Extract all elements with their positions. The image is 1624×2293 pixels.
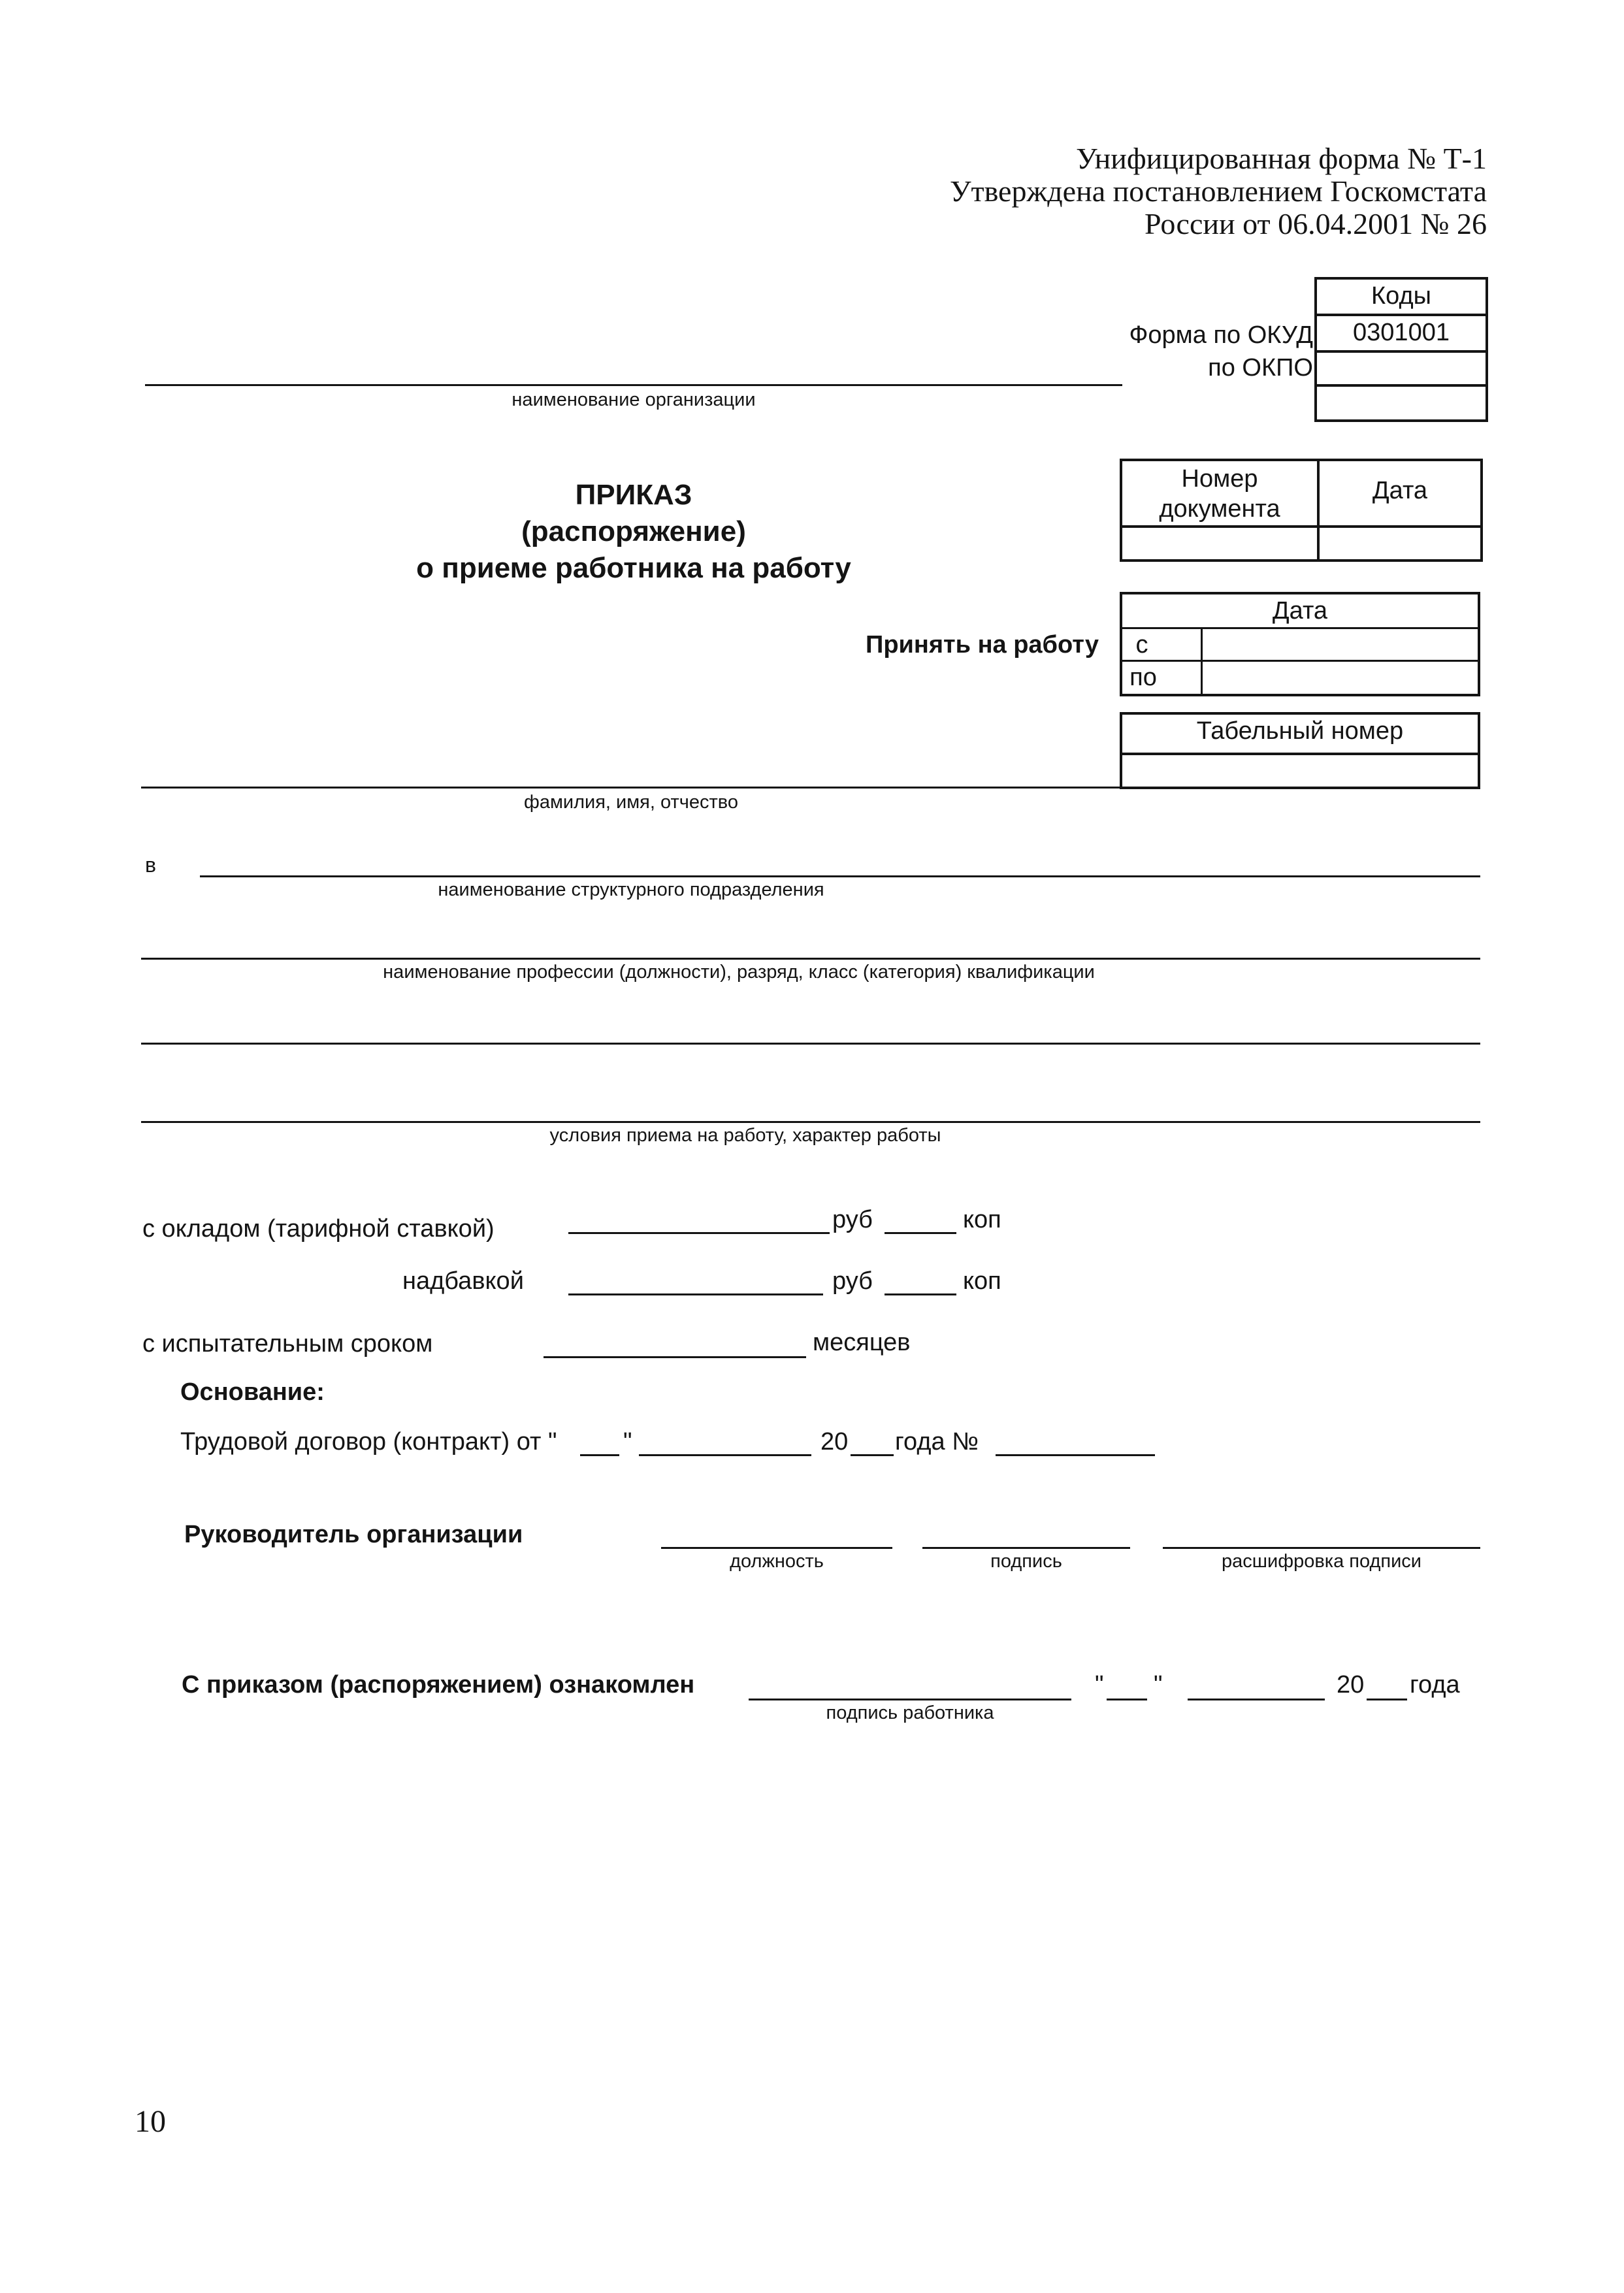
tab-number-table: [1120, 712, 1480, 789]
ack-quote-open: ": [1095, 1671, 1104, 1699]
contract-year-field[interactable]: [851, 1454, 894, 1456]
salary-label: с окладом (тарифной ставкой): [142, 1215, 495, 1243]
bonus-label: надбавкой: [402, 1267, 524, 1295]
contract-prefix: Трудовой договор (контракт) от ": [180, 1428, 557, 1455]
profession-caption: наименование профессии (должности), разряд, класс (категория) квалификации: [383, 962, 1095, 983]
salary-rub-field[interactable]: [568, 1232, 830, 1234]
salary-kop-label: коп: [963, 1206, 1001, 1233]
contract-day-field[interactable]: [580, 1454, 619, 1456]
conditions-caption: условия приема на работу, характер работы: [549, 1125, 941, 1146]
order-title: [366, 477, 901, 587]
contract-number-field[interactable]: [996, 1454, 1155, 1456]
document-table: [1120, 459, 1483, 562]
hire-to-label: по: [1129, 664, 1157, 691]
hire-label: Принять на работу: [866, 631, 1099, 659]
organization-line[interactable]: [145, 384, 1122, 386]
head-position-field[interactable]: [661, 1547, 892, 1549]
codes-table: [1314, 277, 1488, 422]
codes-header: Коды: [1371, 282, 1431, 310]
ack-year-suffix: года: [1410, 1671, 1460, 1699]
header-approved-by: Утверждена постановлением Госкомстата: [949, 174, 1487, 208]
order-title-line1: ПРИКАЗ: [575, 479, 692, 511]
tab-number-header: Табельный номер: [1196, 717, 1404, 745]
basis-label: Основание:: [180, 1378, 325, 1406]
department-line[interactable]: [200, 875, 1480, 877]
ack-year-field[interactable]: [1367, 1699, 1407, 1700]
profession-line[interactable]: [141, 958, 1480, 960]
probation-label: с испытательным сроком: [142, 1330, 433, 1358]
bonus-kop-label: коп: [963, 1267, 1001, 1295]
document-number-header: Номер документа: [1159, 465, 1280, 523]
bonus-rub-field[interactable]: [568, 1293, 823, 1295]
salary-rub-label: руб: [832, 1206, 873, 1233]
ack-quote-close: ": [1154, 1671, 1163, 1699]
okud-code[interactable]: 0301001: [1353, 319, 1450, 346]
form-header: [950, 142, 1487, 240]
probation-unit: месяцев: [813, 1329, 911, 1356]
order-title-line2: (распоряжение): [521, 515, 746, 547]
header-approved-date: России от 06.04.2001 № 26: [1144, 207, 1487, 240]
document-date-header: Дата: [1372, 477, 1428, 504]
employee-signature-field[interactable]: [749, 1699, 1071, 1700]
contract-number-label: года №: [895, 1428, 979, 1455]
bonus-rub-label: руб: [832, 1267, 873, 1295]
page-number: 10: [135, 2104, 166, 2139]
bonus-kop-field[interactable]: [885, 1293, 956, 1295]
ack-year-prefix: 20: [1337, 1671, 1365, 1699]
profession-extra-line[interactable]: [141, 1043, 1480, 1045]
fio-line[interactable]: [141, 787, 1121, 789]
head-label: Руководитель организации: [184, 1521, 523, 1548]
employee-signature-caption: подпись работника: [826, 1702, 994, 1723]
department-caption: наименование структурного подразделения: [438, 879, 824, 900]
head-decode-field[interactable]: [1163, 1547, 1480, 1549]
ack-day-field[interactable]: [1107, 1699, 1147, 1700]
okpo-label: по ОКПО: [1208, 354, 1313, 382]
acknowledged-label: С приказом (распоряжением) ознакомлен: [182, 1671, 695, 1699]
order-title-line3: о приеме работника на работу: [416, 552, 851, 584]
head-signature-caption: подпись: [990, 1551, 1062, 1572]
conditions-line[interactable]: [141, 1121, 1480, 1123]
organization-caption: наименование организации: [512, 389, 756, 410]
probation-field[interactable]: [544, 1356, 806, 1358]
salary-kop-field[interactable]: [885, 1232, 956, 1234]
hire-from-label: с: [1135, 631, 1148, 659]
hire-dates-table: [1120, 592, 1480, 696]
head-signature-field[interactable]: [922, 1547, 1130, 1549]
contract-quote-close: ": [623, 1428, 632, 1455]
hire-date-header: Дата: [1272, 597, 1328, 625]
ack-month-field[interactable]: [1188, 1699, 1325, 1700]
head-decode-caption: расшифровка подписи: [1222, 1551, 1421, 1572]
contract-year-prefix: 20: [820, 1428, 849, 1455]
department-prefix: в: [145, 853, 156, 877]
fio-caption: фамилия, имя, отчество: [523, 792, 739, 813]
header-form-number: Унифицированная форма № Т-1: [1076, 142, 1487, 175]
head-position-caption: должность: [730, 1551, 824, 1572]
okud-label: Форма по ОКУД: [1129, 321, 1313, 349]
contract-month-field[interactable]: [639, 1454, 811, 1456]
